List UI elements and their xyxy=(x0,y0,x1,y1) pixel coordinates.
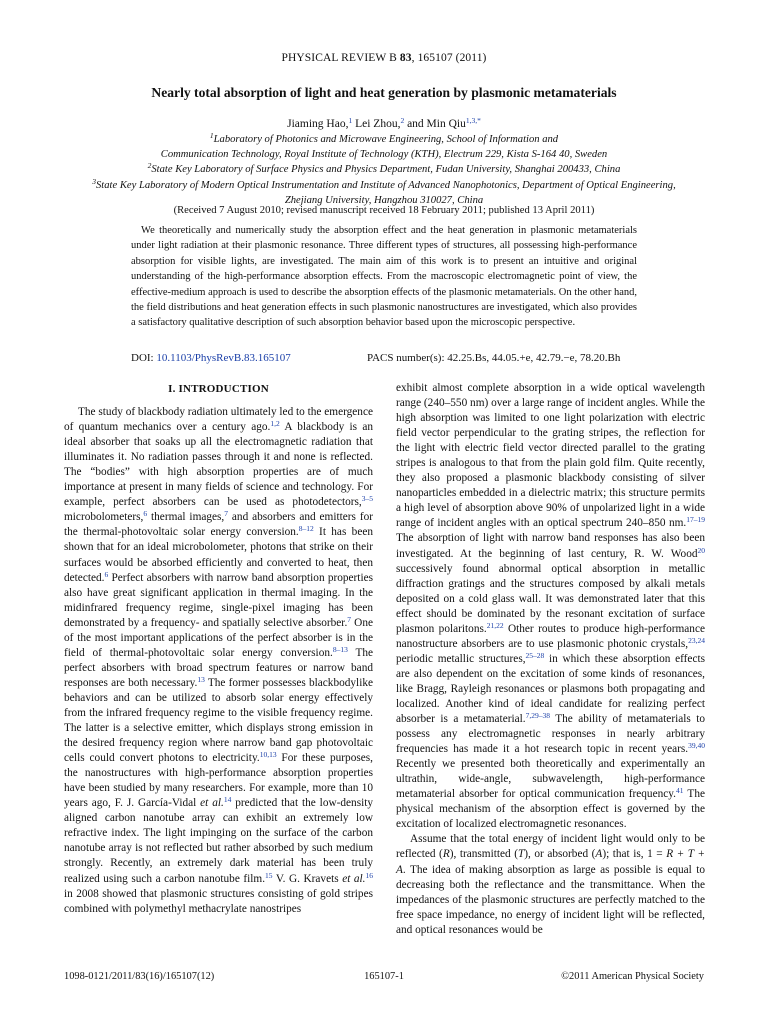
text-run: and absorbers and emitters for the thermal-photovoltaic solar energy conversion. xyxy=(64,511,373,539)
author-name: Lei Zhou, xyxy=(352,118,401,130)
math-symbol: A xyxy=(595,848,603,861)
author-name: Jiaming Hao, xyxy=(287,118,349,130)
citation-link[interactable]: 6 xyxy=(104,569,109,579)
text-run: The former possesses blackbodylike behaviors and can be utilized to absorb solar energy effectively from the infrared frequency regime to the visible frequency regime. The latter is a selective emitter, which displays strong emission in the desired frequency region where narrow band gap photovoltaic cells could convert photons to electricity. xyxy=(64,676,373,765)
affiliation-1-cont: Communication Technology, Royal Institute of Technology (KTH), Electrum 229, Kista S-164 40, Sweden xyxy=(160,149,608,161)
abstract-text: We theoretically and numerically study the absorption effect and the heat generation in plasmonic metamaterials under light radiation at their plasmonic resonance. Three different types of structures, all possessing high-performance absorption for visible lights, are investigated. The main aim of this work is to present an intuitive and original understanding of the high-performance absorption effects. From the macroscopic electromagnetic point of view, the effective-medium approach is used to describe the absorption effects of the plasmonic metamaterials. On the other hand, the field distributions and heat generation effects in such plasmonic nanostructures are investigated, which also provides a satisfactory qualitative description of such absorption behavior based upon the microscopic perspective. xyxy=(131,225,637,329)
text-run: . The idea of making absorption as large as possible is equal to decreasing both the reflectance and the transmittance. When the impedances of the plasmonic structures are perfectly matched to the free space impedance, no energy of incident light will be reflected, and optical resonances would be xyxy=(396,863,705,936)
text-run: Other routes to produce high-performance nanostructure absorbers are to use plasmonic photonic crystals, xyxy=(396,622,705,650)
citation-link[interactable]: 23,24 xyxy=(688,635,705,645)
paper-title: Nearly total absorption of light and heat generation by plasmonic metamaterials xyxy=(151,85,617,100)
citation-link[interactable]: 25–28 xyxy=(525,650,545,660)
doi-link[interactable]: 10.1103/PhysRevB.83.165107 xyxy=(156,352,291,364)
citation-link[interactable]: 3–5 xyxy=(361,494,373,504)
text-run: One of the most important applications of the perfect absorber is in the field of thermal-photovoltaic solar energy conversion. xyxy=(64,616,373,659)
footer-issn: 1098-0121/2011/83(16)/165107(12) xyxy=(64,971,215,982)
citation-link[interactable]: 16 xyxy=(365,870,374,880)
affiliation-1 xyxy=(0,132,768,147)
citation-link[interactable]: 8–12 xyxy=(298,524,314,534)
affiliation-marker: 1 xyxy=(209,131,214,140)
math-equation: R + T + A xyxy=(396,848,706,876)
text-run: periodic metallic structures, xyxy=(396,652,526,665)
text-run: The absorption of light with narrow band responses has also been investigated. At the beginning of last century, R. W. Wood xyxy=(396,532,705,560)
citation-link[interactable]: 41 xyxy=(676,786,684,796)
affiliation-link[interactable]: 2 xyxy=(400,116,405,125)
citation-link[interactable]: 13 xyxy=(197,674,205,684)
citation-link[interactable]: 10,13 xyxy=(259,750,277,760)
text-run-italic: et al. xyxy=(342,872,366,885)
citation-link[interactable]: 21,22 xyxy=(486,620,504,630)
text-run: Recently we presented both theoretically and experimentally an ultrathin, wide-angle, subwavelength, high-performance metamaterial absorber for optical communication frequency. xyxy=(396,758,705,801)
text-run: ), transmitted ( xyxy=(449,848,518,861)
author-name: and Min Qiu xyxy=(404,118,466,130)
received-dates: (Received 7 August 2010; revised manuscript received 18 February 2011; published 13 April 2011) xyxy=(173,205,595,216)
text-run: For these purposes, the nanostructures with high-performance absorption properties have been studied by many researchers. For example, more than 10 years ago, F. J. García-Vidal xyxy=(64,752,373,810)
citation-link[interactable]: 1,2 xyxy=(270,419,280,429)
text-run: predicted that the low-density aligned carbon nanotube array can exhibit an extremely low refractive index. The light impinging on the surface of the carbon nanotube array is not reflected but rather absorbed by such medium strongly. Recently, an extremely dark material has been truly realized using such a carbon nanotube film. xyxy=(64,797,374,885)
abstract xyxy=(131,223,637,331)
doi-label: DOI: xyxy=(131,352,154,364)
text-run: exhibit almost complete absorption in a wide optical wavelength range (240–550 nm) over a large range of incident angles. While the high absorption was limited to one light polarization with electric field vector perpendicular to the grating stripes, the reflection for the light with electric field vector directed parallel to the grating stripes is analogous to that from the plain gold film. Quite recently, they also proposed a plasmonic blackbody consisting of silver nanoparticles embedded in a dielectric matrix; this structure permits a high level of absorption above 90% of unpolarized light in a wide range of incident angles with an optical spectrum 240–850 nm. xyxy=(396,382,705,530)
pacs-numbers: PACS number(s): 42.25.Bs, 44.05.+e, 42.79.−e, 78.20.Bh xyxy=(367,352,621,364)
citation-link[interactable]: 6 xyxy=(143,509,148,519)
intro-paragraph-2 xyxy=(396,832,705,937)
citation-link[interactable]: 7 xyxy=(347,614,352,624)
affiliation-text: Laboratory of Photonics and Microwave Engineering, School of Information and xyxy=(213,134,559,145)
citation-link[interactable]: 17–19 xyxy=(686,515,705,525)
author-list xyxy=(0,118,768,130)
math-symbol: T xyxy=(517,848,525,861)
text-run: thermal images, xyxy=(147,511,225,524)
text-run: V. G. Kravets xyxy=(272,872,343,885)
text-run: Perfect absorbers with narrow band absorption properties also have great significant application in thermal imaging. In the midinfrared frequency regime, single-pixel imaging has been demonstrated by a frequency- and spatially selective absorber. xyxy=(64,571,373,629)
doi-line xyxy=(131,352,637,364)
affiliation-text: State Key Laboratory of Modern Optical Instrumentation and Institute of Advanced Nanophotonics, Department of Optical Engineering, xyxy=(96,179,676,191)
text-run-italic: et al. xyxy=(200,797,224,810)
affiliations xyxy=(0,132,768,208)
citation-link[interactable]: 8–13 xyxy=(332,644,348,654)
affiliation-2 xyxy=(0,162,768,177)
footer-page-number: 165107-1 xyxy=(364,971,404,982)
text-run: successively found abnormal optical absorption in metallic diffraction gratings and the structures composed by alkali metals deposited on a cold glass wall. It was demonstrated later that this effect should be dominated by the resonant excitation of surface plasmon polaritons. xyxy=(396,562,705,635)
affiliation-link[interactable]: 1 xyxy=(348,116,353,125)
affiliation-marker: 2 xyxy=(147,161,152,171)
citation-link[interactable]: 39,40 xyxy=(688,741,705,751)
text-run: in 2008 showed that plasmonic structures consisting of gold stripes combined with polymethyl methacrylate nanostripes xyxy=(64,887,373,915)
citation-link[interactable]: 7 xyxy=(224,509,229,519)
text-run: The physical mechanism of the absorption effect is governed by the excitation of localized electromagnetic resonances. xyxy=(396,788,705,831)
affiliation-marker: 3 xyxy=(92,176,96,186)
text-run: The study of blackbody radiation ultimately led to the emergence of quantum mechanics over a century ago. xyxy=(64,406,373,434)
journal-header xyxy=(0,52,768,64)
math-symbol: R xyxy=(442,848,450,861)
citation-link[interactable]: 15 xyxy=(265,870,273,880)
citation-link[interactable]: 20 xyxy=(697,545,705,555)
text-run: A blackbody is an ideal absorber that soaks up all the electromagnetic radiation that illuminates it. No radiation passes through it and none is reflected. The “bodies” with high absorption properties are of much importance at present in many fields of science and technology. For example, perfect absorbers can be used as photodetectors, xyxy=(64,421,373,509)
journal-volume: 83 xyxy=(399,52,412,64)
section-heading: I. INTRODUCTION xyxy=(168,383,269,395)
text-run: It has been shown that for an ideal microbolometer, photons that strike on their surfaces would be absorbed efficiently and converted to heat, then detected. xyxy=(64,526,373,584)
right-column xyxy=(396,381,705,938)
footer-copyright: ©2011 American Physical Society xyxy=(561,971,704,982)
text-run: in which these absorption effects are also dependent on the excitation of some kinds of resonances, like Bragg, Rayleigh resonances or plasmons both propagating and localized. Another kind of ideal candidate for realizing perfect absorber is a metamaterial. xyxy=(396,652,705,726)
text-run: ), or absorbed ( xyxy=(524,848,596,861)
affiliation-3-cont: Zhejiang University, Hangzhou 310027, China xyxy=(284,194,484,206)
affiliation-3 xyxy=(0,178,768,193)
citation-link[interactable]: 14 xyxy=(223,795,232,805)
intro-paragraph-1 xyxy=(64,405,373,917)
text-run: Assume that the total energy of incident light would only to be reflected ( xyxy=(396,833,705,861)
text-run: The ability of metamaterials to possess any electromagnetic responses in nearly arbitrary frequencies has made it a hot research topic in recent years. xyxy=(396,713,706,756)
affiliation-link[interactable]: 1,3,* xyxy=(465,116,481,125)
journal-name: PHYSICAL REVIEW B xyxy=(281,52,397,64)
text-run: ); that is, 1 = xyxy=(602,848,667,861)
text-run: microbolometers, xyxy=(64,511,144,524)
citation-link[interactable]: 7,29–38 xyxy=(525,711,550,721)
intro-paragraph-1-cont xyxy=(396,381,705,832)
affiliation-text: State Key Laboratory of Surface Physics and Physics Department, Fudan University, Shanghai 200433, China xyxy=(151,164,621,176)
left-column xyxy=(64,381,373,917)
journal-pages: , 165107 (2011) xyxy=(411,52,487,64)
text-run: The perfect absorbers with broad spectrum features or narrow band responses are both necessary. xyxy=(64,646,374,689)
